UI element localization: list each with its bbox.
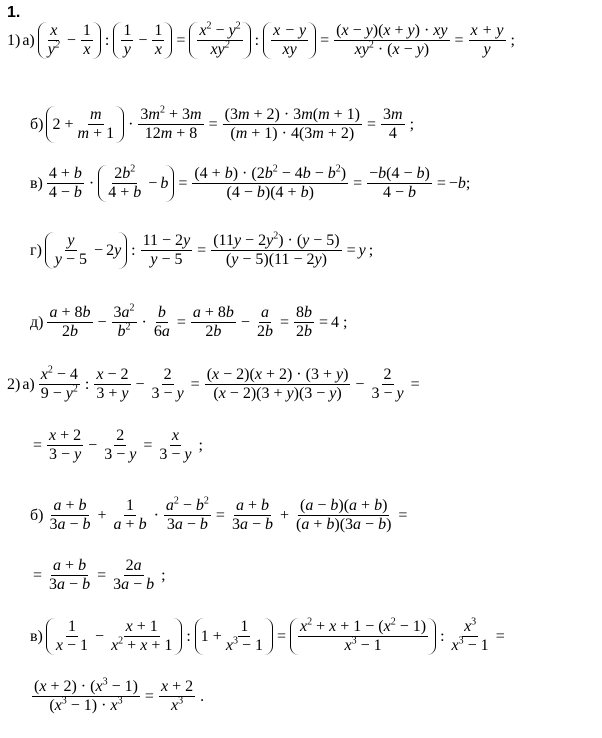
equation-2b-line2: = $\frac{a + b}{3a - b}$ = $\frac{2a}{3a - b}$ ; — [33, 557, 166, 593]
equation-2v-line2: $\frac{(x + 2) \cdot (x^3 - 1)}{(x^3 - 1) \cdot x^3}$ = $\frac{x + 2}{x^3}$ . — [34, 676, 205, 714]
item-label: г) — [30, 241, 42, 259]
equation-1g: г) $\frac{y}{y - 5}$ − 2y : $\frac{11 - 2y}{y - 5}$ = $\frac{(11y - 2y^2) \cdot (y - 5)}{(y - 5)(11 - 2y)}$ = y ; — [30, 230, 374, 268]
part-label: 2) — [7, 375, 21, 393]
item-label: в) — [30, 174, 43, 192]
item-label: б) — [30, 115, 44, 133]
item-label: а) — [22, 375, 35, 393]
item-label: д) — [30, 313, 44, 331]
equation-1a: 1) а) $\frac{x}{y^2}$ − $\frac{1}{x}$ : $\frac{1}{y}$ − $\frac{1}{x}$ = $\frac{x^2 - y^2}{xy^2}$ : $\frac{x - y}{xy}$ = $\frac{(x - y)(x + y) \cdot xy}{xy^2 \cdot (x - y)}$ = $\frac{x + y}{y}$ ; — [7, 20, 515, 58]
equation-1d: д) $\frac{a + 8b}{2b}$ − $\frac{3a^2}{b^2}$ · $\frac{b}{6a}$ = $\frac{a + 8b}{2b}$ − $\frac{a}{2b}$ = $\frac{8b}{2b}$ = 4 ; — [30, 302, 348, 340]
item-label: б) — [30, 506, 44, 524]
item-label: а) — [22, 31, 35, 49]
equation-2v-line1: в) $\frac{1}{x - 1}$ − $\frac{x + 1}{x^2 + x + 1}$ : 1 + $\frac{1}{x^3 - 1}$ = $\frac{x^2 + x + 1 - (x^2 - 1)}{x^3 - 1}$ : $\frac{x^3}{x^3 - 1}$ = — [30, 616, 505, 654]
problem-number: 1. — [7, 4, 21, 21]
equation-2a-line2: = $\frac{x + 2}{3 - y}$ − $\frac{2}{3 - y}$ = $\frac{x}{3 - y}$ ; — [33, 427, 203, 463]
equation-1v: в) $\frac{4 + b}{4 - b}$ · $\frac{2b^2}{4 + b}$ − b = $\frac{(4 + b) \cdot (2b^2 - 4b - b^2)}{(4 - b)(4 + b)}$ = $\frac{-b(4 - b)}{4 - b}$ = −b; — [30, 163, 471, 201]
item-label: в) — [30, 627, 43, 645]
part-label: 1) — [7, 31, 21, 49]
equation-2b-line1: б) $\frac{a + b}{3a - b}$ + $\frac{1}{a + b}$ · $\frac{a^2 - b^2}{3a - b}$ = $\frac{a + b}{3a - b}$ + $\frac{(a - b)(a + b)}{(a + b)(3a - b)}$ = — [30, 495, 408, 533]
equation-1b: б) 2 + $\frac{m}{m + 1}$ · $\frac{3m^2 + 3m}{12m + 8}$ = $\frac{(3m + 2) \cdot 3m(m + 1)}{(m + 1) \cdot 4(3m + 2)}$ = $\frac{3m}{4}$ ; — [30, 104, 415, 142]
equation-2a-line1: 2) а) $\frac{x^2 - 4}{9 - y^2}$ : $\frac{x - 2}{3 + y}$ − $\frac{2}{3 - y}$ = $\frac{(x - 2)(x + 2) \cdot (3 + y)}{(x - 2)(3 + y)(3 - y)}$ − $\frac{2}{3 - y}$ = — [7, 364, 420, 402]
